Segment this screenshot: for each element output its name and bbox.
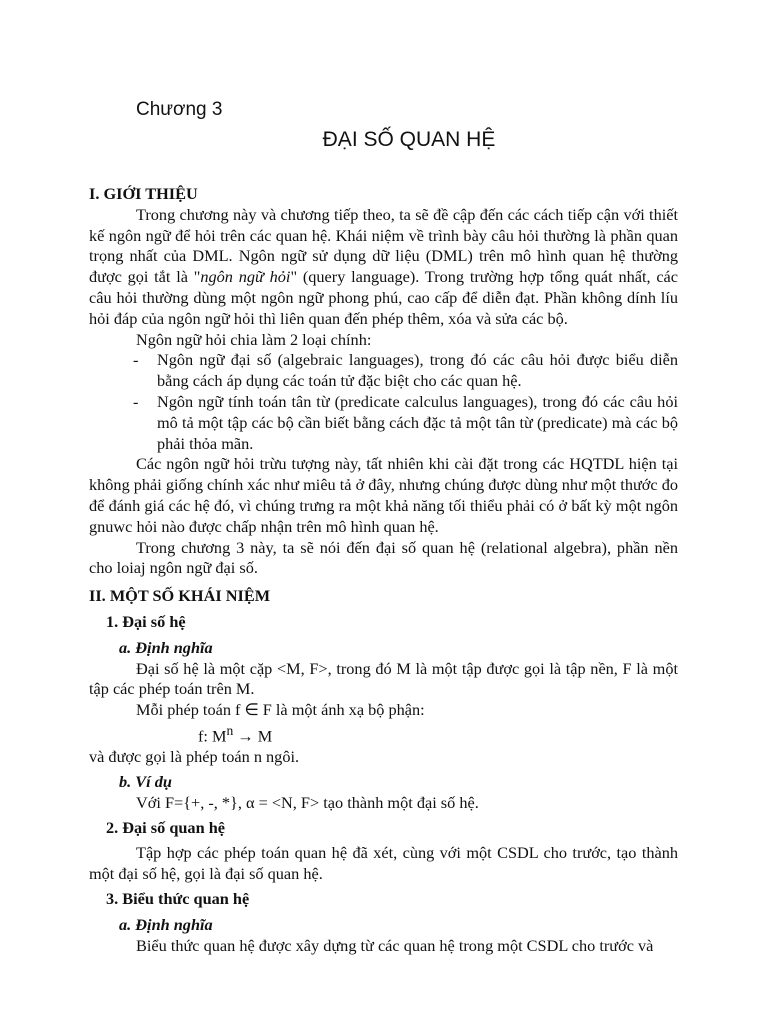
bullet-dash: - bbox=[133, 350, 139, 370]
list-item bbox=[89, 350, 678, 392]
document-body bbox=[89, 184, 678, 956]
page-title: ĐẠI SỐ QUAN HỆ bbox=[322, 128, 496, 151]
subsubsection-heading: a. Định nghĩa bbox=[119, 914, 213, 934]
paragraph: Đại số hệ là một cặp <M, F>, trong đó M là một tập được gọi là tập nền, F là một tập các phép toán trên M. bbox=[89, 658, 678, 699]
section-heading-intro: I. GIỚI THIỆU bbox=[89, 184, 198, 203]
chapter-label: Chương 3 bbox=[136, 99, 223, 120]
paragraph: Biểu thức quan hệ được xây dựng từ các quan hệ trong một CSDL cho trước và bbox=[136, 935, 654, 955]
subsubsection-heading: b. Ví dụ bbox=[119, 771, 172, 791]
paragraph: Với F={+, -, *}, α = <N, F> tạo thành một đại số hệ. bbox=[136, 792, 479, 812]
paragraph: Mỗi phép toán f ∈ F là một ánh xạ bộ phận: bbox=[136, 700, 425, 720]
formula: f: $M^n \to M$ bbox=[198, 722, 273, 746]
paragraph: Ngôn ngữ hỏi chia làm 2 loại chính: bbox=[136, 329, 372, 349]
subsection-heading: 3. Biểu thức quan hệ bbox=[106, 888, 250, 908]
paragraph: Trong chương 3 này, ta sẽ nói đến đại số quan hệ (relational algebra), phần nền cho loiaj ngôn ngữ đại số. bbox=[89, 537, 678, 578]
paragraph: và được gọi là phép toán n ngôi. bbox=[89, 747, 300, 767]
subsubsection-heading: a. Định nghĩa bbox=[119, 637, 213, 657]
paragraph: Trong chương này và chương tiếp theo, ta sẽ đề cập đến các cách tiếp cận với thiết kế ngôn ngữ để hỏi trên các quan hệ. Khái niệm về trình bày câu hỏi thường là phần quan trọng nhất của DML. Ngôn ngữ sử dụng dữ liệu (DML) trên mô hình quan hệ thường được gọi tắt là "ngôn ngữ hỏi" (query language). Trong trường hợp tổng quát nhất, các câu hỏi thường dùng một ngôn ngữ phong phú, cao cấp để diễn đạt. Phần không dính líu hỏi đáp của ngôn ngữ hỏi thì liên quan đến phép thêm, xóa và sửa các bộ. bbox=[89, 204, 678, 328]
section-heading-concepts: II. MỘT SỐ KHÁI NIỆM bbox=[89, 586, 271, 606]
subsection-heading: 2. Đại số quan hệ bbox=[106, 817, 225, 837]
subsection-heading: 1. Đại số hệ bbox=[106, 611, 186, 631]
bullet-dash: - bbox=[133, 391, 139, 411]
list-item bbox=[89, 392, 678, 454]
list-item-text: Ngôn ngữ tính toán tân từ (predicate calculus languages), trong đó các câu hỏi mô tả một tập các bộ cần biết bằng cách đặc tả một tân từ (predicate) mà các bộ phải thỏa mãn. bbox=[157, 391, 678, 453]
list-item-text: Ngôn ngữ đại số (algebraic languages), trong đó các câu hỏi được biểu diễn bằng cách áp dụng các toán tử đặc biệt cho các quan hệ. bbox=[157, 350, 678, 391]
paragraph: Tập hợp các phép toán quan hệ đã xét, cùng với một CSDL cho trước, tạo thành một đại số hệ, gọi là đại số quan hệ. bbox=[89, 843, 678, 884]
paragraph: Các ngôn ngữ hỏi trừu tượng này, tất nhiên khi cài đặt trong các HQTDL hiện tại không phải giống chính xác như miêu tả ở đây, nhưng chúng được dùng như một thước đo để đánh giá các hệ đó, vì chúng trưng ra một khả năng tối thiểu phải có ở bất kỳ một ngôn gnuwc hỏi nào được chấp nhận trên mô hình quan hệ. bbox=[89, 454, 678, 536]
